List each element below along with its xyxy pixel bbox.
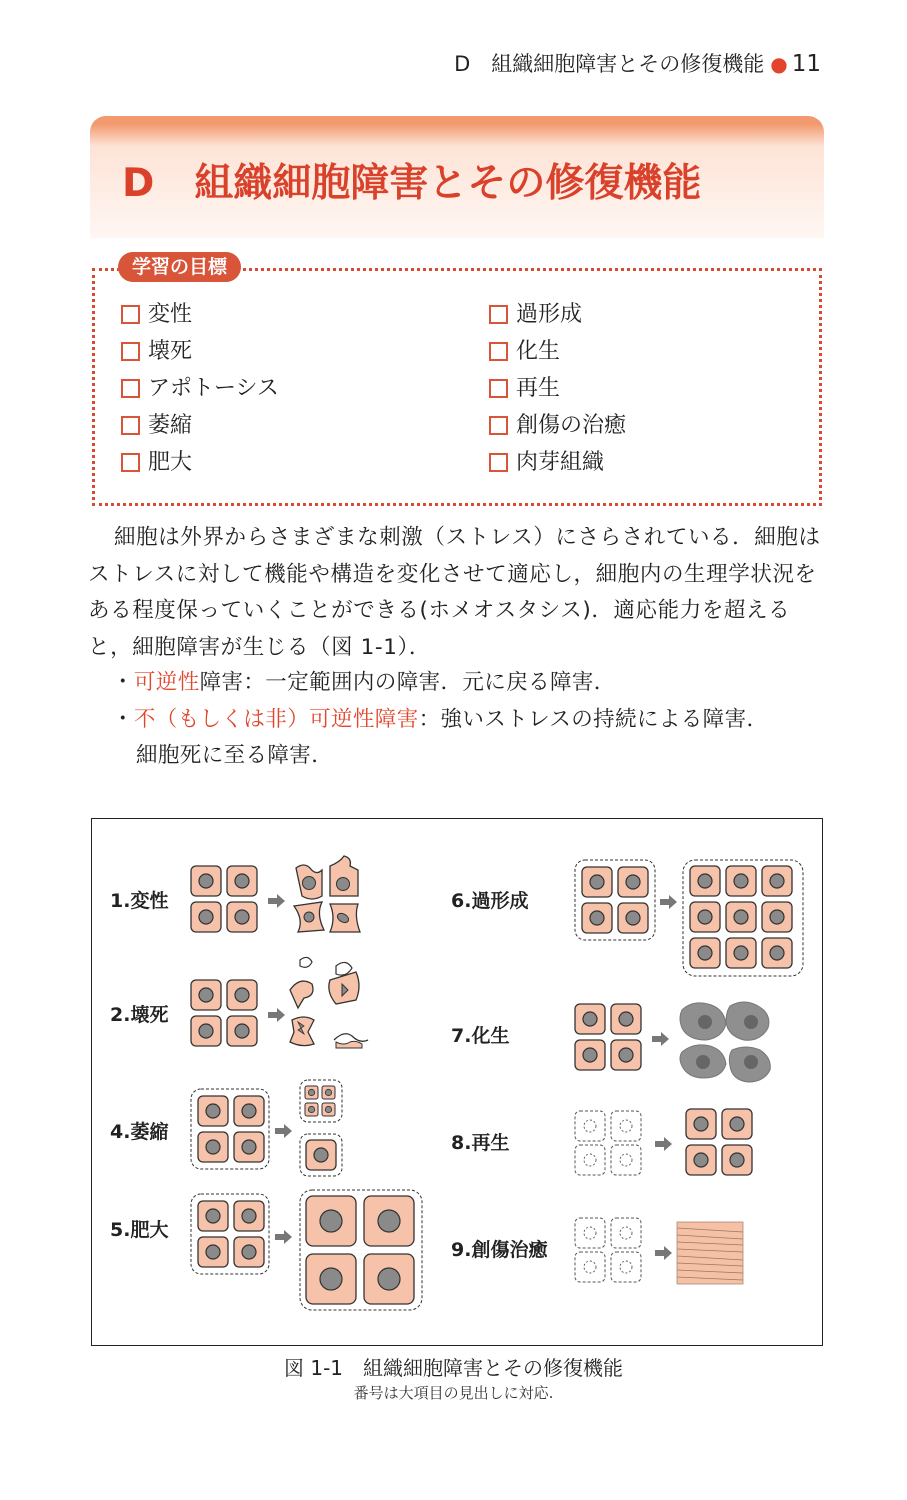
goal-text: 壊死 — [148, 338, 193, 364]
bullet-term: 可逆性 — [133, 670, 200, 695]
bullet-mark: ・ — [112, 670, 134, 695]
metaplasia-diagram — [575, 1002, 770, 1082]
label-hyperplasia: 6.過形成 — [451, 890, 529, 912]
goal-text: 変性 — [148, 301, 193, 327]
label-regeneration: 8.再生 — [451, 1132, 510, 1154]
bullet-continuation: 細胞死に至る障害． — [136, 743, 334, 768]
hyperplasia-diagram — [575, 860, 803, 976]
label-necrosis: 2.壊死 — [110, 1004, 169, 1026]
bullet-dot-icon: ● — [770, 52, 788, 76]
running-head-section: D 組織細胞障害とその修復機能 — [454, 52, 765, 76]
bullet-text: ：強いストレスの持続による障害． — [418, 706, 769, 732]
section-title-text: 組織細胞障害とその修復機能 — [194, 161, 702, 206]
goal-text: 再生 — [516, 375, 561, 401]
regeneration-diagram — [575, 1109, 752, 1175]
bullet-term: 不（もしくは非）可逆性障害 — [133, 706, 419, 732]
label-hypertrophy: 5.肥大 — [110, 1219, 169, 1241]
bullet-mark: ・ — [112, 706, 134, 732]
goal-text: 肥大 — [148, 449, 193, 475]
label-metaplasia: 7.化生 — [451, 1025, 510, 1047]
necrosis-diagram — [191, 957, 368, 1048]
figure-caption: 図 1-1 組織細胞障害とその修復機能 — [283, 1356, 624, 1380]
goal-text: 肉芽組織 — [516, 449, 605, 475]
atrophy-diagram — [191, 1080, 342, 1176]
figure-note: 番号は大項目の見出しに対応. — [353, 1384, 554, 1402]
degeneration-diagram — [191, 856, 360, 932]
learning-goals-label: 学習の目標 — [118, 252, 241, 282]
hypertrophy-diagram — [191, 1190, 422, 1310]
section-letter: D — [122, 161, 155, 206]
label-atrophy: 4.萎縮 — [110, 1121, 169, 1143]
goal-text: 創傷の治癒 — [516, 412, 627, 438]
page-number: 11 — [791, 51, 821, 77]
wound-healing-diagram — [575, 1218, 743, 1284]
goal-text: 過形成 — [516, 301, 583, 327]
goal-text: 化生 — [516, 338, 561, 364]
bullet-text: 障害：一定範囲内の障害．元に戻る障害． — [199, 670, 616, 695]
label-wound-healing: 9.創傷治癒 — [451, 1239, 548, 1261]
goal-text: アポトーシス — [148, 375, 279, 401]
label-degeneration: 1.変性 — [110, 890, 169, 912]
goal-text: 萎縮 — [148, 412, 193, 438]
paragraph-text: 細胞は外界からさまざまな刺激（ストレス）にさらされている．細胞はストレスに対して機能や構造を変化させて適応し，細胞内の生理学状況をある程度保っていくことができる(ホメオスタシス)．適応能力を超えると，細胞障害が生じる（図 1-1）． — [88, 525, 821, 660]
